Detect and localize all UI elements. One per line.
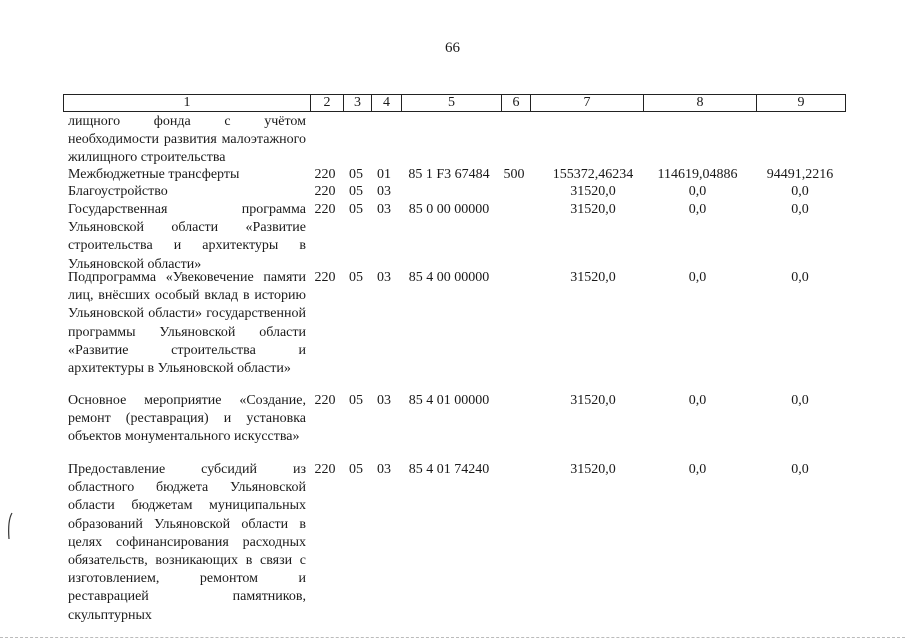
table-header-row — [63, 94, 846, 112]
cell-col-4: 01 — [377, 167, 391, 182]
cell-col-8: 0,0 — [688, 202, 707, 217]
cell-col-4: 03 — [377, 202, 391, 217]
cell-col-7: 31520,0 — [570, 270, 616, 285]
cell-col-4: 03 — [377, 393, 391, 408]
cell-col-4: 03 — [377, 184, 391, 199]
cell-col-5: 85 1 F3 67484 — [408, 167, 490, 182]
header-col-8: 8 — [643, 95, 756, 111]
margin-pen-mark — [6, 512, 14, 540]
cell-col-5: 85 4 00 00000 — [408, 270, 490, 285]
row-description: Предоставление субсидий из областного бюджета Ульяновской области бюджетам муниципальных образований Ульяновской области в целях софинансирования расходных обязательств, возникающих в связи с изготовлением, ремонтом и реставрацией памятников, скульптурных — [68, 462, 306, 623]
cell-col-3: 05 — [349, 184, 363, 199]
header-col-9: 9 — [756, 95, 845, 111]
cell-col-5: 85 4 01 00000 — [408, 393, 490, 408]
cell-col-6: 500 — [503, 167, 525, 182]
row-description: Межбюджетные трансферты — [68, 167, 240, 182]
cell-col-7: 31520,0 — [570, 393, 616, 408]
cell-col-3: 05 — [349, 202, 363, 217]
cell-col-9: 0,0 — [791, 462, 809, 477]
cell-col-3: 05 — [349, 270, 363, 285]
cell-col-9: 0,0 — [791, 270, 809, 285]
cell-col-3: 05 — [349, 462, 363, 477]
cell-col-2: 220 — [314, 202, 336, 217]
cell-col-2: 220 — [314, 184, 336, 199]
cell-col-8: 0,0 — [688, 270, 707, 285]
cell-col-5: 85 0 00 00000 — [408, 202, 490, 217]
cell-col-7: 31520,0 — [570, 184, 616, 199]
header-col-3: 3 — [343, 95, 371, 111]
cell-col-9: 0,0 — [791, 393, 809, 408]
cell-col-2: 220 — [314, 167, 336, 182]
cell-col-3: 05 — [349, 393, 363, 408]
cell-col-8: 0,0 — [688, 462, 707, 477]
cell-col-2: 220 — [314, 462, 336, 477]
cell-col-8: 114619,04886 — [657, 167, 738, 182]
row-description: Благоустройство — [68, 184, 168, 199]
cell-col-4: 03 — [377, 270, 391, 285]
scan-edge-line — [0, 637, 905, 638]
header-col-1: 1 — [183, 95, 191, 110]
cell-col-7: 155372,46234 — [552, 167, 634, 182]
header-col-7: 7 — [530, 95, 643, 111]
cell-col-5: 85 4 01 74240 — [408, 462, 490, 477]
page-number: 66 — [445, 40, 460, 56]
cell-col-9: 0,0 — [791, 184, 809, 199]
header-col-5: 5 — [401, 95, 501, 111]
header-col-4: 4 — [371, 95, 401, 111]
cell-col-8: 0,0 — [688, 184, 707, 199]
cell-col-9: 0,0 — [791, 202, 809, 217]
row-description: лищного фонда с учётом необходимости развития малоэтажного жилищного строительства — [68, 114, 306, 166]
cell-col-8: 0,0 — [688, 393, 707, 408]
header-col-2: 2 — [310, 95, 343, 111]
cell-col-7: 31520,0 — [570, 202, 616, 217]
row-description: Государственная программа Ульяновской области «Развитие строительства и архитектуры в Ульяновской области» — [68, 202, 306, 272]
cell-col-2: 220 — [314, 270, 336, 285]
cell-col-2: 220 — [314, 393, 336, 408]
header-col-6: 6 — [501, 95, 530, 111]
cell-col-7: 31520,0 — [570, 462, 616, 477]
row-description: Основное мероприятие «Создание, ремонт (реставрация) и установка объектов монументального искусства» — [68, 393, 306, 445]
cell-col-9: 94491,2216 — [766, 167, 834, 182]
cell-col-4: 03 — [377, 462, 391, 477]
row-description: Подпрограмма «Увековечение памяти лиц, внёсших особый вклад в историю Ульяновской области» государственной программы Ульяновской области «Развитие строительства и архитектуры в Ульяновской области» — [68, 270, 306, 377]
cell-col-3: 05 — [349, 167, 363, 182]
